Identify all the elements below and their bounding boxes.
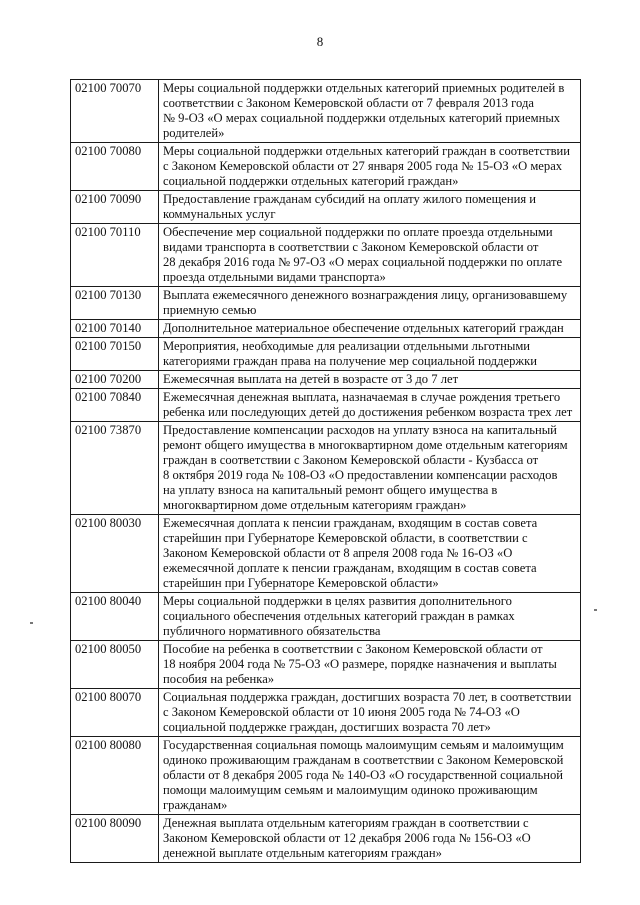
description-line: коммунальных услуг: [163, 207, 276, 221]
description-line: Денежная выплата отдельным категориям граждан в соответствии с: [163, 816, 529, 830]
description-line: проезда отдельными видами транспорта»: [163, 270, 386, 284]
description-line: Предоставление гражданам субсидий на оплату жилого помещения и: [163, 192, 537, 206]
table-row: [71, 338, 581, 371]
table-row: [71, 389, 581, 422]
description-line: Социальная поддержка граждан, достигших возраста 70 лет, в соответствии: [163, 690, 572, 704]
classification-code: 02100 70110: [71, 224, 159, 287]
table-row: [71, 80, 581, 143]
description-line: на уплату взноса на капитальный ремонт общего имущества в: [163, 483, 498, 497]
table-row: [71, 515, 581, 593]
page-number: 8: [316, 34, 324, 49]
description-line: с Законом Кемеровской области от 10 июня 2005 года № 74-ОЗ «О: [163, 705, 520, 719]
classification-code: 02100 80090: [71, 815, 159, 863]
table-row: [71, 143, 581, 191]
expense-description: [159, 737, 581, 815]
description-line: Государственная социальная помощь малоимущим семьям и малоимущим: [163, 738, 564, 752]
description-line: области от 8 декабря 2005 года № 140-ОЗ «О государственной социальной: [163, 768, 564, 782]
description-line: Ежемесячная выплата на детей в возрасте от 3 до 7 лет: [163, 372, 459, 386]
description-line: граждан в соответствии с Законом Кемеровской области - Кузбасса от: [163, 453, 539, 467]
classification-code: 02100 70140: [71, 320, 159, 338]
description-line: ребенка или последующих детей до достижения ребенком возраста трех лет: [163, 405, 573, 419]
description-line: Законом Кемеровской области от 12 декабря 2006 года № 156-ОЗ «О: [163, 831, 531, 845]
description-line: Меры социальной поддержки отдельных категорий граждан в соответствии: [163, 144, 571, 158]
expense-description: [159, 515, 581, 593]
description-line: соответствии с Законом Кемеровской области от 7 февраля 2013 года: [163, 96, 534, 110]
classification-code: 02100 70130: [71, 287, 159, 320]
description-line: Меры социальной поддержки в целях развития дополнительного: [163, 594, 512, 608]
expense-description: [159, 287, 581, 320]
table-row: [71, 320, 581, 338]
classification-code: 02100 70090: [71, 191, 159, 224]
table-row: [71, 593, 581, 641]
description-line: пособия на ребенка»: [163, 672, 275, 686]
expense-description: [159, 689, 581, 737]
description-line: помощи малоимущим семьям и малоимущим одиноко проживающим: [163, 783, 538, 797]
expense-description: [159, 371, 581, 389]
description-line: категориями граждан права на получение мер социальной поддержки: [163, 354, 537, 368]
description-line: 18 ноября 2004 года № 75-ОЗ «О размере, порядке назначения и выплаты: [163, 657, 557, 671]
classification-code: 02100 80050: [71, 641, 159, 689]
scan-mark: [30, 622, 33, 624]
description-line: Выплата ежемесячного денежного вознаграждения лицу, организовавшему: [163, 288, 568, 302]
description-line: ежемесячной доплате к пенсии гражданам, входящим в состав совета: [163, 561, 537, 575]
description-line: денежной выплате отдельным категориям граждан»: [163, 846, 442, 860]
expense-description: [159, 815, 581, 863]
table-row: [71, 689, 581, 737]
expense-description: [159, 224, 581, 287]
expense-description: [159, 143, 581, 191]
expense-description: [159, 320, 581, 338]
description-line: Мероприятия, необходимые для реализации отдельными льготными: [163, 339, 531, 353]
scan-mark: [594, 609, 597, 611]
classification-code: 02100 70150: [71, 338, 159, 371]
description-line: одиноко проживающим гражданам в соответствии с Законом Кемеровской: [163, 753, 564, 767]
table-row: [71, 191, 581, 224]
description-line: родителей»: [163, 126, 225, 140]
table-row: [71, 422, 581, 515]
description-line: Пособие на ребенка в соответствии с Законом Кемеровской области от: [163, 642, 543, 656]
classification-code: 02100 80040: [71, 593, 159, 641]
description-line: приемную семью: [163, 303, 257, 317]
description-line: социальной поддержке граждан, достигших возраста 70 лет»: [163, 720, 491, 734]
classification-code: 02100 80030: [71, 515, 159, 593]
description-line: старейшин при Губернаторе Кемеровской области, в соответствии с: [163, 531, 528, 545]
description-line: старейшин при Губернаторе Кемеровской области»: [163, 576, 439, 590]
description-line: с Законом Кемеровской области от 27 января 2005 года № 15-ОЗ «О мерах: [163, 159, 563, 173]
description-line: многоквартирном доме отдельным категориям граждан»: [163, 498, 467, 512]
classification-code: 02100 70070: [71, 80, 159, 143]
budget-codes-table: [70, 79, 581, 863]
expense-description: [159, 80, 581, 143]
description-line: Дополнительное материальное обеспечение отдельных категорий граждан: [163, 321, 564, 335]
classification-code: 02100 80070: [71, 689, 159, 737]
classification-code: 02100 70080: [71, 143, 159, 191]
classification-code: 02100 70840: [71, 389, 159, 422]
description-line: видами транспорта в соответствии с Законом Кемеровской области от: [163, 240, 539, 254]
description-line: Предоставление компенсации расходов на уплату взноса на капитальный: [163, 423, 557, 437]
description-line: публичного нормативного обязательства: [163, 624, 381, 638]
description-line: Меры социальной поддержки отдельных категорий приемных родителей в: [163, 81, 565, 95]
expense-description: [159, 641, 581, 689]
description-line: Обеспечение мер социальной поддержки по оплате проезда отдельными: [163, 225, 553, 239]
table-body: [71, 80, 581, 863]
table-row: [71, 737, 581, 815]
table-row: [71, 287, 581, 320]
expense-description: [159, 389, 581, 422]
classification-code: 02100 80080: [71, 737, 159, 815]
description-line: № 9-ОЗ «О мерах социальной поддержки отдельных категорий приемных: [163, 111, 561, 125]
description-line: социального обеспечения отдельных категорий граждан в рамках: [163, 609, 515, 623]
description-line: 8 октября 2019 года № 108-ОЗ «О предоставлении компенсации расходов: [163, 468, 558, 482]
description-line: Законом Кемеровской области от 8 апреля 2008 года № 16-ОЗ «О: [163, 546, 513, 560]
expense-description: [159, 422, 581, 515]
description-line: ремонт общего имущества в многоквартирном доме отдельным категориям: [163, 438, 568, 452]
expense-description: [159, 593, 581, 641]
table-row: [71, 815, 581, 863]
classification-code: 02100 73870: [71, 422, 159, 515]
table-row: [71, 224, 581, 287]
table-row: [71, 641, 581, 689]
description-line: социальной поддержки отдельных категорий граждан»: [163, 174, 459, 188]
expense-description: [159, 191, 581, 224]
description-line: гражданам»: [163, 798, 228, 812]
description-line: Ежемесячная денежная выплата, назначаемая в случае рождения третьего: [163, 390, 561, 404]
expense-description: [159, 338, 581, 371]
classification-code: 02100 70200: [71, 371, 159, 389]
description-line: Ежемесячная доплата к пенсии гражданам, входящим в состав совета: [163, 516, 538, 530]
description-line: 28 декабря 2016 года № 97-ОЗ «О мерах социальной поддержки по оплате: [163, 255, 563, 269]
table-row: [71, 371, 581, 389]
